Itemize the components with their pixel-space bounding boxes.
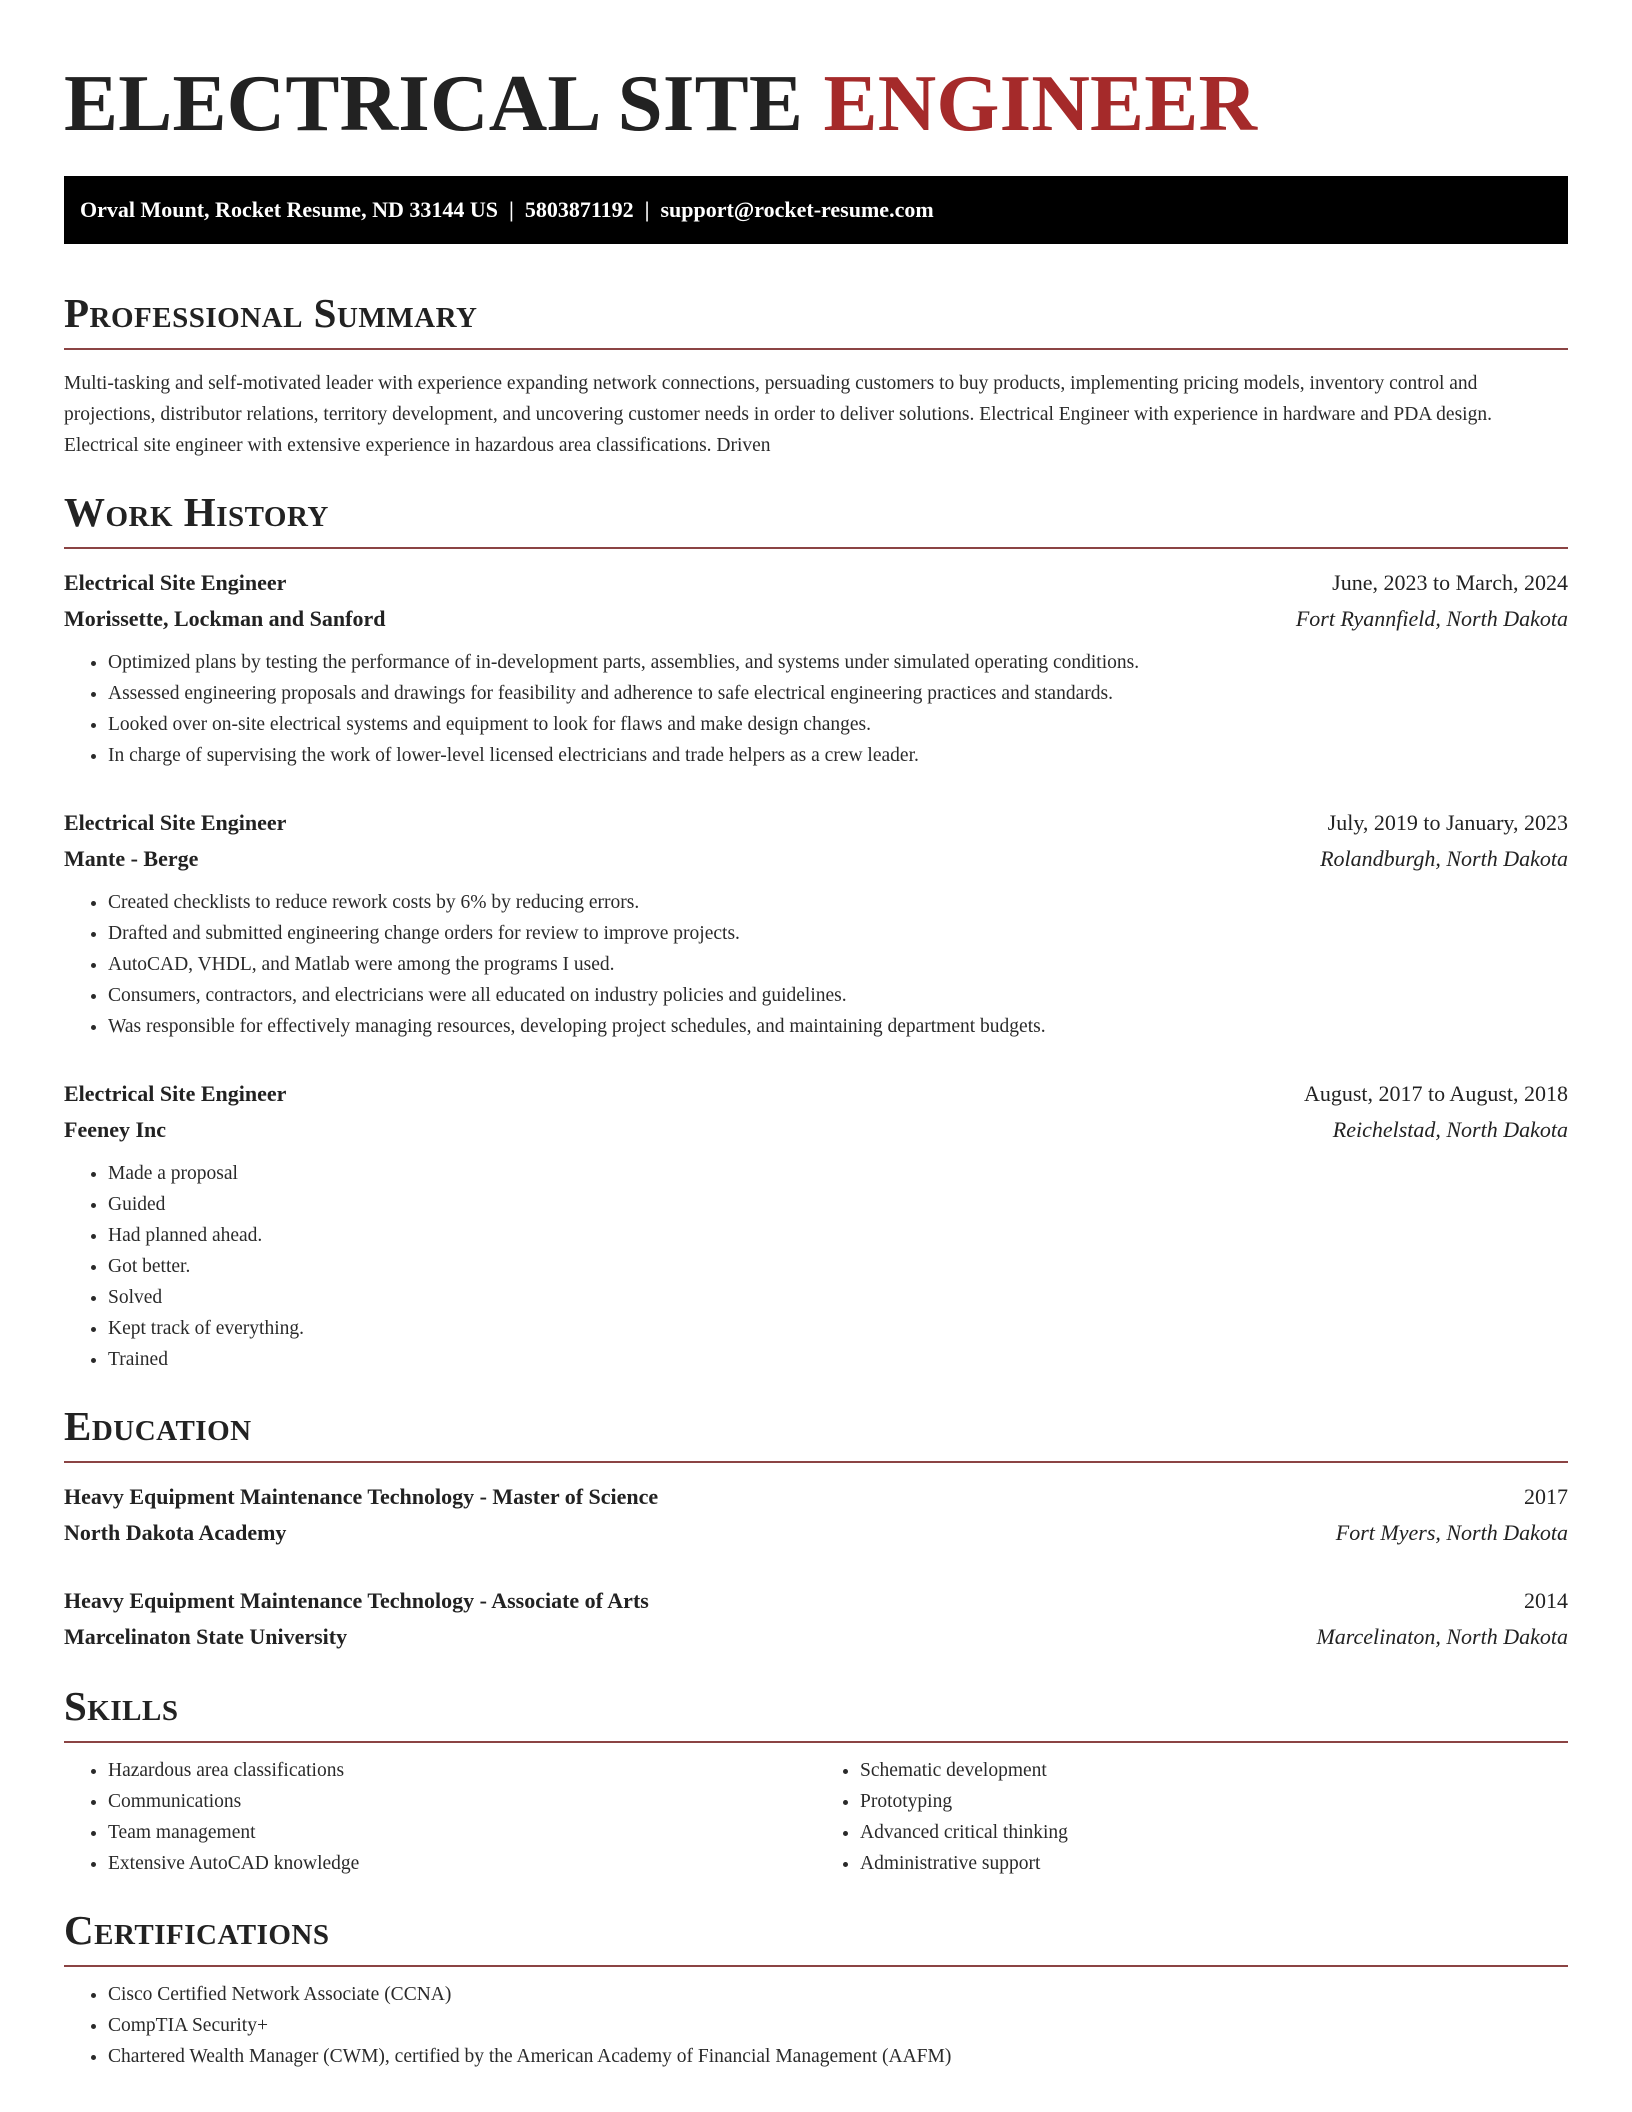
school-name: North Dakota Academy <box>64 1520 287 1545</box>
job-company-row <box>64 1112 1568 1148</box>
summary-heading: Professional Summary <box>64 290 478 336</box>
education-heading: Education <box>64 1403 252 1449</box>
list-item: • Created checklists to reduce rework costs by 6% by reducing errors. <box>108 887 1568 918</box>
list-item: • Extensive AutoCAD knowledge <box>108 1848 816 1879</box>
job-bullets <box>64 887 1568 1042</box>
summary-text: Multi-tasking and self-motivated leader with experience expanding network connections, persuading customers to buy products, implementing pricing models, inventory control and projections, distributor relations, territory development, and uncovering customer needs in order to deliver solutions. Electrical Engineer with experience in hardware and PDA design. Electrical site engineer with extensive experience in hazardous area classifications. Driven <box>64 373 1492 456</box>
graduation-year: 2014 <box>1524 1588 1568 1613</box>
job-company-row <box>64 841 1568 877</box>
job-company: Mante - Berge <box>64 846 199 871</box>
list-item: • Optimized plans by testing the performance of in-development parts, assemblies, and systems under simulated operating conditions. <box>108 647 1568 678</box>
graduation-year: 2017 <box>1524 1484 1568 1509</box>
job-bullets <box>64 1158 1568 1375</box>
section-divider <box>64 547 1568 549</box>
list-item: • Administrative support <box>860 1848 1568 1879</box>
list-item: • Assessed engineering proposals and drawings for feasibility and adherence to safe electrical engineering practices and standards. <box>108 678 1568 709</box>
degree-row <box>64 1479 1568 1515</box>
job-entry <box>64 565 1568 771</box>
degree-row <box>64 1583 1568 1619</box>
job-location: Rolandburgh, North Dakota <box>1320 846 1568 871</box>
skills-section <box>64 1681 1568 1879</box>
list-item: • Made a proposal <box>108 1158 1568 1189</box>
job-dates: August, 2017 to August, 2018 <box>1303 1081 1568 1106</box>
job-company-row <box>64 601 1568 637</box>
contact-info: Orval Mount, Rocket Resume, ND 33144 US | 5803871192 | support@rocket-resume.com <box>80 197 934 222</box>
certifications-list <box>64 1979 1568 2072</box>
resume-title <box>64 0 1568 148</box>
contact-bar <box>64 176 1568 244</box>
list-item: • Communications <box>108 1786 816 1817</box>
list-item: • Trained <box>108 1344 1568 1375</box>
job-title: Electrical Site Engineer <box>64 810 287 835</box>
title-accent: ENGINEER <box>823 58 1258 148</box>
education-section <box>64 1401 1568 1655</box>
job-title-row <box>64 805 1568 841</box>
degree: Heavy Equipment Maintenance Technology - Associate of Arts <box>64 1588 649 1613</box>
certifications-heading: Certifications <box>64 1907 330 1953</box>
work-history-section <box>64 487 1568 1375</box>
list-item: • CompTIA Security+ <box>108 2010 1568 2041</box>
job-bullets <box>64 647 1568 771</box>
education-entry <box>64 1479 1568 1551</box>
list-item: • Was responsible for effectively managing resources, developing project schedules, and maintaining department budgets. <box>108 1011 1568 1042</box>
list-item: • Advanced critical thinking <box>860 1817 1568 1848</box>
list-item: • Cisco Certified Network Associate (CCNA) <box>108 1979 1568 2010</box>
school-name: Marcelinaton State University <box>64 1624 348 1649</box>
education-entry <box>64 1583 1568 1655</box>
job-entry <box>64 805 1568 1042</box>
section-divider <box>64 348 1568 350</box>
job-title-row <box>64 1076 1568 1112</box>
job-entry <box>64 1076 1568 1375</box>
skills-column-left <box>64 1755 816 1879</box>
list-item: • Schematic development <box>860 1755 1568 1786</box>
list-item: • In charge of supervising the work of lower-level licensed electricians and trade helpers as a crew leader. <box>108 740 1568 771</box>
section-divider <box>64 1461 1568 1463</box>
job-location: Reichelstad, North Dakota <box>1332 1117 1568 1142</box>
list-item: • Hazardous area classifications <box>108 1755 816 1786</box>
list-item: • Guided <box>108 1189 1568 1220</box>
list-item: • AutoCAD, VHDL, and Matlab were among the programs I used. <box>108 949 1568 980</box>
skills-grid <box>64 1755 1568 1879</box>
school-row <box>64 1515 1568 1551</box>
section-divider <box>64 1965 1568 1967</box>
section-divider <box>64 1741 1568 1743</box>
job-dates: July, 2019 to January, 2023 <box>1327 810 1568 835</box>
summary-section <box>64 288 1568 461</box>
job-company: Feeney Inc <box>64 1117 167 1142</box>
school-location: Marcelinaton, North Dakota <box>1316 1624 1568 1649</box>
title-main: ELECTRICAL SITE <box>64 58 824 148</box>
job-company: Morissette, Lockman and Sanford <box>64 606 386 631</box>
job-title: Electrical Site Engineer <box>64 570 287 595</box>
school-row <box>64 1619 1568 1655</box>
list-item: • Kept track of everything. <box>108 1313 1568 1344</box>
list-item: • Got better. <box>108 1251 1568 1282</box>
list-item: • Team management <box>108 1817 816 1848</box>
list-item: • Chartered Wealth Manager (CWM), certified by the American Academy of Financial Management (AAFM) <box>108 2041 1568 2072</box>
job-title: Electrical Site Engineer <box>64 1081 287 1106</box>
degree: Heavy Equipment Maintenance Technology - Master of Science <box>64 1484 659 1509</box>
school-location: Fort Myers, North Dakota <box>1335 1520 1568 1545</box>
job-title-row <box>64 565 1568 601</box>
list-item: • Drafted and submitted engineering change orders for review to improve projects. <box>108 918 1568 949</box>
job-location: Fort Ryannfield, North Dakota <box>1295 606 1568 631</box>
list-item: • Consumers, contractors, and electricians were all educated on industry policies and guidelines. <box>108 980 1568 1011</box>
job-dates: June, 2023 to March, 2024 <box>1332 570 1568 595</box>
list-item: • Prototyping <box>860 1786 1568 1817</box>
skills-heading: Skills <box>64 1683 179 1729</box>
list-item: • Solved <box>108 1282 1568 1313</box>
certifications-section <box>64 1905 1568 2072</box>
list-item: • Had planned ahead. <box>108 1220 1568 1251</box>
skills-column-right <box>816 1755 1568 1879</box>
work-history-heading: Work History <box>64 489 329 535</box>
list-item: • Looked over on-site electrical systems and equipment to look for flaws and make design changes. <box>108 709 1568 740</box>
